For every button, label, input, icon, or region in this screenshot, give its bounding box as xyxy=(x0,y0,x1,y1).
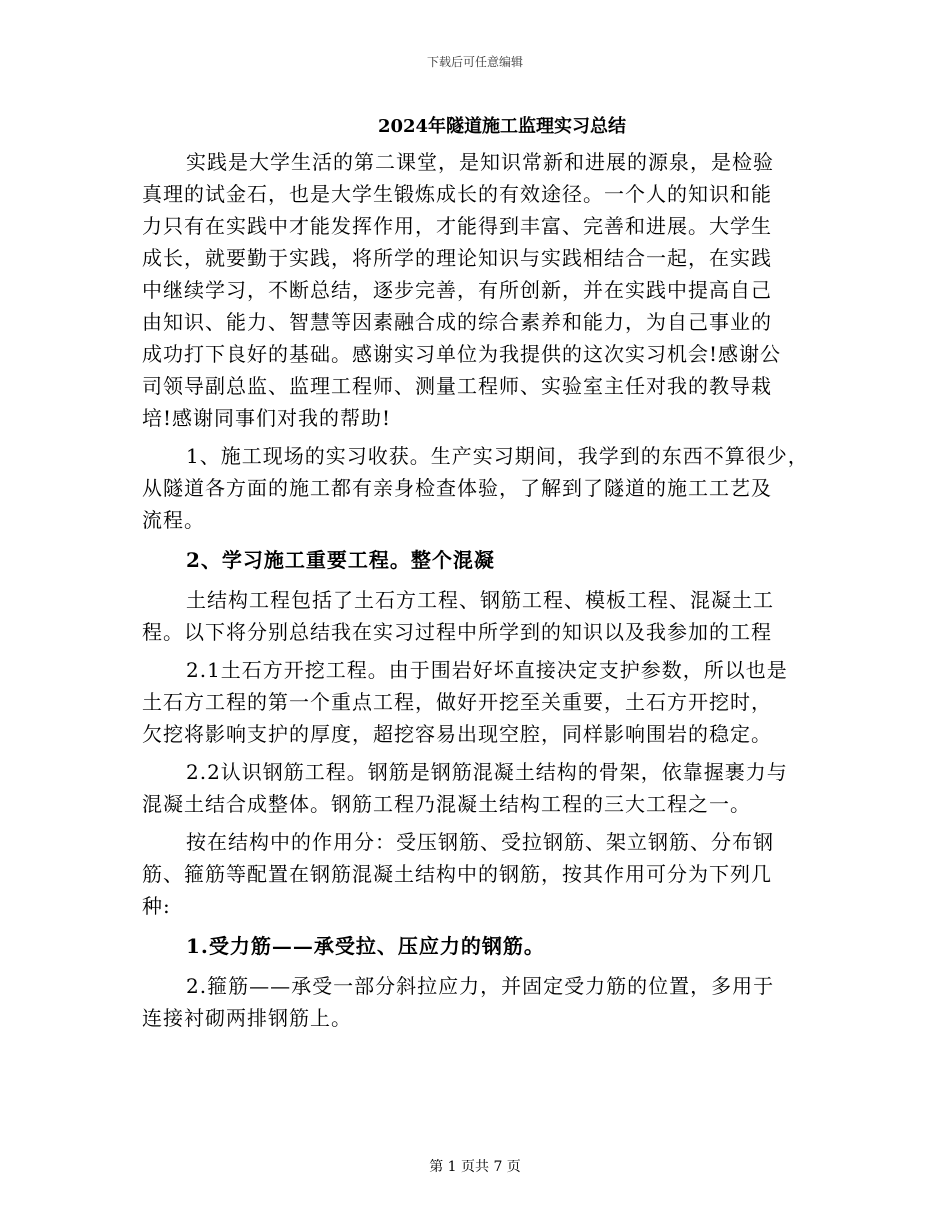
page-footer: 第 1 页共 7 页 xyxy=(429,1159,521,1175)
text-line: 从隧道各方面的施工都有亲身检查体验，了解到了隧道的施工工艺及 xyxy=(142,476,772,500)
paragraph-site-gains xyxy=(142,440,809,536)
text-line: 流程。 xyxy=(142,508,205,532)
text-line: 种: xyxy=(142,894,171,918)
text-line: 中继续学习，不断总结，逐步完善，有所创新，并在实践中提高自己 xyxy=(142,278,772,302)
document-title: 2024年隧道施工监理实习总结 xyxy=(377,116,627,137)
section-heading xyxy=(142,544,802,576)
page-header: 下载后可任意编辑 xyxy=(426,55,523,69)
text-line: 按在结构中的作用分：受压钢筋、受拉钢筋、架立钢筋、分布钢 xyxy=(186,830,774,854)
text-line: 欠挖将影响支护的厚度，超挖容易出现空腔，同样影响围岩的稳定。 xyxy=(142,722,772,746)
text-line: 程。以下将分别总结我在实习过程中所学到的知识以及我参加的工程 xyxy=(142,620,772,644)
text-line: 2.2认识钢筋工程。钢筋是钢筋混凝土结构的骨架，依靠握裹力与 xyxy=(186,760,788,784)
paragraph-rebar-types xyxy=(142,826,802,922)
text-line: 司领导副总监、监理工程师、测量工程师、实验室主任对我的教导栽 xyxy=(142,374,772,398)
text-line: 2.1土石方开挖工程。由于围岩好坏直接决定支护参数，所以也是 xyxy=(186,658,788,682)
text-line: 真理的试金石，也是大学生锻炼成长的有效途径。一个人的知识和能 xyxy=(142,182,772,206)
heading-text: 1.受力筋——承受拉、压应力的钢筋。 xyxy=(186,934,545,958)
list-heading xyxy=(142,930,802,962)
text-line: 连接衬砌两排钢筋上。 xyxy=(142,1006,352,1030)
paragraph-intro xyxy=(142,146,802,434)
text-line: 成长，就要勤于实践，将所学的理论知识与实践相结合一起，在实践 xyxy=(142,246,772,270)
text-line: 土结构工程包括了土石方工程、钢筋工程、模板工程、混凝土工 xyxy=(186,588,774,612)
text-line: 1、施工现场的实习收获。生产实习期间，我学到的东西不算很少， xyxy=(186,444,809,468)
text-line: 成功打下良好的基础。感谢实习单位为我提供的这次实习机会!感谢公 xyxy=(142,342,782,366)
paragraph-stirrup xyxy=(142,970,802,1034)
document-body xyxy=(142,112,809,1040)
paragraph-excavation xyxy=(142,654,802,750)
text-line: 土石方工程的第一个重点工程，做好开挖至关重要，土石方开挖时， xyxy=(142,690,772,714)
text-line: 由知识、能力、智慧等因素融合成的综合素养和能力，为自己事业的 xyxy=(142,310,772,334)
text-line: 实践是大学生活的第二课堂，是知识常新和进展的源泉，是检验 xyxy=(186,150,774,174)
text-line: 筋、箍筋等配置在钢筋混凝土结构中的钢筋，按其作用可分为下列几 xyxy=(142,862,772,886)
text-line: 2.箍筋——承受一部分斜拉应力，并固定受力筋的位置，多用于 xyxy=(186,974,775,998)
paragraph-rebar xyxy=(142,756,802,820)
text-line: 力只有在实践中才能发挥作用，才能得到丰富、完善和进展。大学生 xyxy=(142,214,772,238)
text-line: 混凝土结合成整体。钢筋工程乃混凝土结构工程的三大工程之一。 xyxy=(142,792,751,816)
paragraph-structure xyxy=(142,584,802,648)
text-line: 培!感谢同事们对我的帮助! xyxy=(142,406,392,430)
heading-text: 2、学习施工重要工程。整个混凝 xyxy=(186,548,495,572)
